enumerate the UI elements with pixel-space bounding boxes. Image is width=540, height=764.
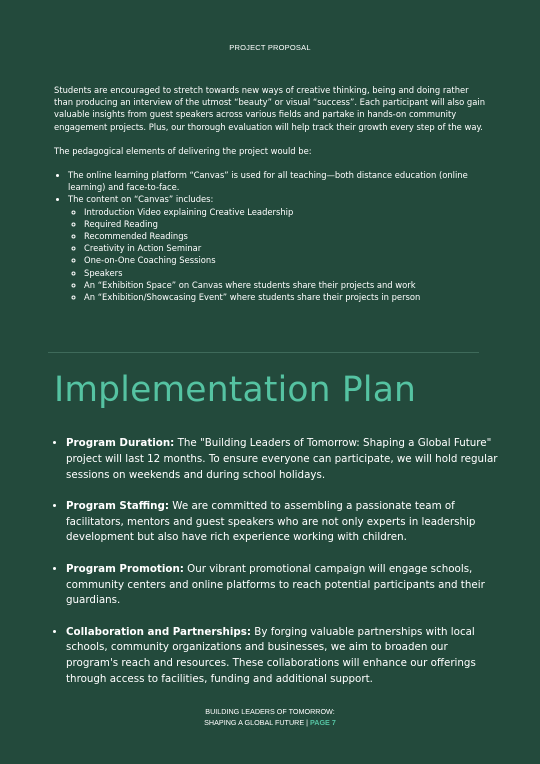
list-item (66, 562, 498, 609)
section-divider (48, 352, 479, 353)
item-label: Program Duration: (66, 437, 175, 449)
item-label: Program Promotion: (66, 562, 184, 575)
item-text: We are committed to assembling a passionate team of facilitators, mentors and guest speakers who are not only experts in leadership development but also have rich experience working with children. (66, 499, 476, 544)
list-item: ◦ Required Reading (84, 218, 486, 230)
list-item (66, 625, 498, 688)
page-number: PAGE 7 (310, 717, 336, 727)
page-header: PROJECT PROPOSAL (229, 43, 311, 52)
pedagogy-lead: The pedagogical elements of delivering the project would be: (54, 145, 312, 156)
intro-section (54, 84, 486, 303)
list-item (68, 169, 486, 193)
list-item-text: The online learning platform “Canvas” is used for all teaching—both distance education (online learning) and face-to-face. (68, 170, 468, 193)
page-footer (0, 707, 540, 728)
item-text: Our vibrant promotional campaign will engage schools, community centers and online platforms to reach potential participants and their guardians. (66, 562, 485, 607)
list-item-text: The content on “Canvas” includes: (68, 194, 214, 205)
list-item: ◦ An “Exhibition Space” on Canvas where students share their projects and work (84, 279, 486, 291)
list-item: ◦ An “Exhibition/Showcasing Event” where students share their projects in person (84, 291, 486, 303)
list-item (66, 436, 498, 483)
item-label: Program Staffing: (66, 499, 169, 512)
pedagogy-list (54, 169, 486, 303)
footer-line (0, 718, 540, 729)
list-item (68, 193, 486, 303)
section-title: Implementation Plan (54, 370, 417, 410)
item-text: The "Building Leaders of Tomorrow: Shaping a Global Future" project will last 12 months. To ensure everyone can participate, we will hold regular sessions on weekends and during school holidays. (66, 437, 498, 481)
implementation-list (52, 436, 498, 703)
list-item (66, 499, 498, 546)
list-item: ◦ Speakers (84, 267, 486, 279)
list-item: ◦ Creativity in Action Seminar (84, 242, 486, 254)
list-item: ◦ Introduction Video explaining Creative Leadership (84, 206, 486, 218)
list-item: ◦ Recommended Readings (84, 230, 486, 242)
list-item: ◦ One-on-One Coaching Sessions (84, 254, 486, 266)
footer-subtitle: SHAPING A GLOBAL FUTURE | (204, 717, 310, 727)
canvas-content-list (68, 206, 486, 304)
intro-paragraph: Students are encouraged to stretch towards new ways of creative thinking, being and doing rather than producing an interview of the utmost “beauty” or visual “success”. Each participant will also gain valuable insights from guest speakers across various fields and partake in hands-on community engagement projects. Plus, our thorough evaluation will help track their growth every step of the way. (54, 85, 485, 132)
footer-line: BUILDING LEADERS OF TOMORROW: (205, 707, 335, 716)
item-text: By forging valuable partnerships with local schools, community organizations and businesses, we aim to broaden our program's reach and resources. These collaborations will enhance our offerings through access to facilities, funding and additional support. (66, 625, 476, 686)
item-label: Collaboration and Partnerships: (66, 625, 252, 638)
